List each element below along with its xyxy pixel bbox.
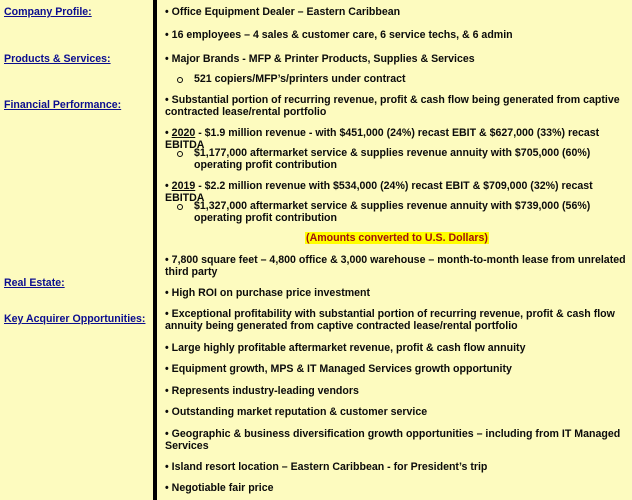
opportunity-item bbox=[165, 428, 630, 453]
opportunity-item bbox=[165, 363, 630, 375]
year-2020: 2020 bbox=[171, 127, 196, 139]
bullet: • bbox=[165, 127, 169, 139]
bullet-text: Equipment growth, MPS & IT Managed Services growth opportunity bbox=[171, 363, 512, 375]
sub-bullet-text: 521 copiers/MFP’s/printers under contract bbox=[194, 73, 406, 85]
year-2019: 2019 bbox=[171, 180, 196, 192]
label-company-profile: Company Profile: bbox=[4, 6, 92, 18]
products-sub-contract bbox=[177, 73, 630, 85]
circle-bullet-icon bbox=[177, 151, 183, 157]
real-estate-bullet-roi bbox=[165, 287, 630, 299]
bullet-text: Geographic & business diversification growth opportunities – including from IT Managed Services bbox=[165, 428, 621, 453]
bullet: • bbox=[165, 180, 169, 192]
opportunity-item bbox=[165, 406, 630, 418]
bullet-text: Outstanding market reputation & customer service bbox=[171, 406, 428, 418]
currency-note-row bbox=[157, 232, 632, 244]
bullet: • bbox=[165, 94, 169, 106]
financial-bullet-recurring bbox=[165, 94, 630, 119]
label-real-estate: Real Estate: bbox=[4, 277, 65, 289]
bullet-text: Office Equipment Dealer – Eastern Caribbean bbox=[171, 6, 401, 18]
bullet-text: 7,800 square feet – 4,800 office & 3,000 warehouse – month-to-month lease from unrelated third party bbox=[165, 254, 626, 279]
bullet: • bbox=[165, 342, 169, 354]
opportunity-item bbox=[165, 461, 630, 473]
currency-note: (Amounts converted to U.S. Dollars) bbox=[306, 232, 488, 244]
bullet: • bbox=[165, 6, 169, 18]
bullet: • bbox=[165, 254, 169, 266]
label-key-acquirer-opportunities: Key Acquirer Opportunities: bbox=[4, 313, 146, 325]
circle-bullet-icon bbox=[177, 77, 183, 83]
circle-bullet-icon bbox=[177, 204, 183, 210]
bullet-text: Substantial portion of recurring revenue, profit & cash flow being generated from captive contracted lease/rental portfolio bbox=[165, 94, 620, 119]
bullet: • bbox=[165, 53, 169, 65]
column-divider bbox=[153, 0, 157, 500]
bullet: • bbox=[165, 482, 169, 494]
bullet: • bbox=[165, 29, 169, 41]
company-bullet-2 bbox=[165, 29, 630, 41]
sub-bullet-text: $1,177,000 aftermarket service & supplies revenue annuity with $705,000 (60%) operating profit contribution bbox=[194, 147, 591, 172]
bullet: • bbox=[165, 461, 169, 473]
bullet-text: Island resort location – Eastern Caribbean - for President’s trip bbox=[171, 461, 488, 473]
opportunity-item bbox=[165, 342, 630, 354]
sub-bullet-text: $1,327,000 aftermarket service & supplies revenue annuity with $739,000 (56%) operating profit contribution bbox=[194, 200, 591, 225]
label-products-services: Products & Services: bbox=[4, 53, 111, 65]
bullet: • bbox=[165, 406, 169, 418]
bullet-text: Exceptional profitability with substantial portion of recurring revenue, profit & cash flow annuity being generated from captive contracted lease/rental portfolio bbox=[165, 308, 615, 333]
products-bullet-brands bbox=[165, 53, 630, 65]
opportunity-item bbox=[165, 482, 630, 494]
bullet-text: - $2.2 million revenue with $534,000 (24%) recast EBIT & $709,000 (32%) recast EBITDA bbox=[165, 180, 593, 205]
financial-sub-2019 bbox=[177, 200, 630, 225]
bullet-text: Large highly profitable aftermarket revenue, profit & cash flow annuity bbox=[171, 342, 526, 354]
bullet-text: Represents industry-leading vendors bbox=[171, 385, 359, 397]
bullet: • bbox=[165, 308, 169, 320]
bullet-text: 16 employees – 4 sales & customer care, 6 service techs, & 6 admin bbox=[171, 29, 513, 41]
bullet: • bbox=[165, 363, 169, 375]
bullet-text: Negotiable fair price bbox=[171, 482, 274, 494]
financial-sub-2020 bbox=[177, 147, 630, 172]
bullet-text: High ROI on purchase price investment bbox=[171, 287, 371, 299]
opportunity-item bbox=[165, 308, 630, 333]
real-estate-bullet-lease bbox=[165, 254, 630, 279]
label-financial-performance: Financial Performance: bbox=[4, 99, 122, 111]
bullet: • bbox=[165, 385, 169, 397]
opportunity-item bbox=[165, 385, 630, 397]
bullet-text: - $1.9 million revenue - with $451,000 (24%) recast EBIT & $627,000 (33%) recast EBITDA bbox=[165, 127, 600, 152]
company-bullet-1 bbox=[165, 6, 630, 18]
bullet: • bbox=[165, 287, 169, 299]
bullet: • bbox=[165, 428, 169, 440]
bullet-text: Major Brands - MFP & Printer Products, Supplies & Services bbox=[171, 53, 475, 65]
